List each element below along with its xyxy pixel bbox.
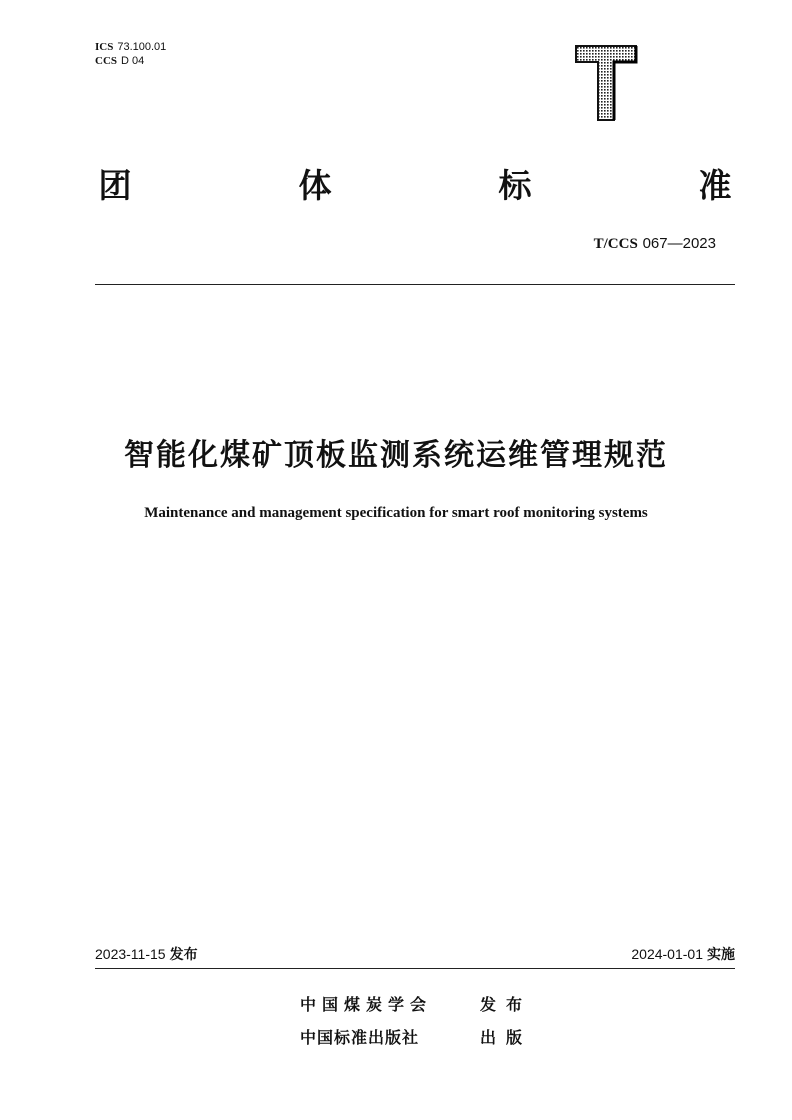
title-english: Maintenance and management specification for smart roof monitoring systems [144,505,648,521]
implementation-date [631,944,735,964]
issue-date-value: 2023-11-15 [95,946,166,962]
publisher-row-1 [300,992,532,1015]
ccs-label: CCS [95,55,118,67]
publisher-org: 中国标准出版社 [300,1028,420,1047]
standard-code [594,234,716,253]
standard-code-prefix: T/CCS [593,236,638,252]
title-chinese: 智能化煤矿顶板监测系统运维管理规范 [124,438,668,473]
bottom-divider [95,968,735,969]
standard-type-heading [95,158,735,208]
ics-code [95,40,166,54]
publisher-org: 中国煤炭学会 [300,995,433,1014]
standard-type-char-1: 团 [98,165,132,205]
issue-date [95,944,198,964]
publisher-row-2 [300,1025,532,1048]
standard-type-char-2: 体 [298,165,332,205]
issue-date-label: 发布 [169,947,198,963]
ics-value: 73.100.01 [117,41,167,53]
standard-type-char-3: 标 [498,165,532,205]
publisher-role: 出版 [480,1028,533,1047]
publisher-role: 发布 [480,995,533,1014]
group-standard-logo-icon [574,44,638,122]
implementation-date-value: 2024-01-01 [631,946,703,962]
classification-codes [95,40,166,68]
standard-code-number: 067—2023 [642,235,716,252]
ccs-value: D 04 [121,55,145,67]
ccs-code [95,54,166,68]
standard-type-char-4: 准 [698,165,732,205]
top-divider [95,284,735,285]
implementation-date-label: 实施 [707,947,735,963]
ics-label: ICS [95,41,114,53]
